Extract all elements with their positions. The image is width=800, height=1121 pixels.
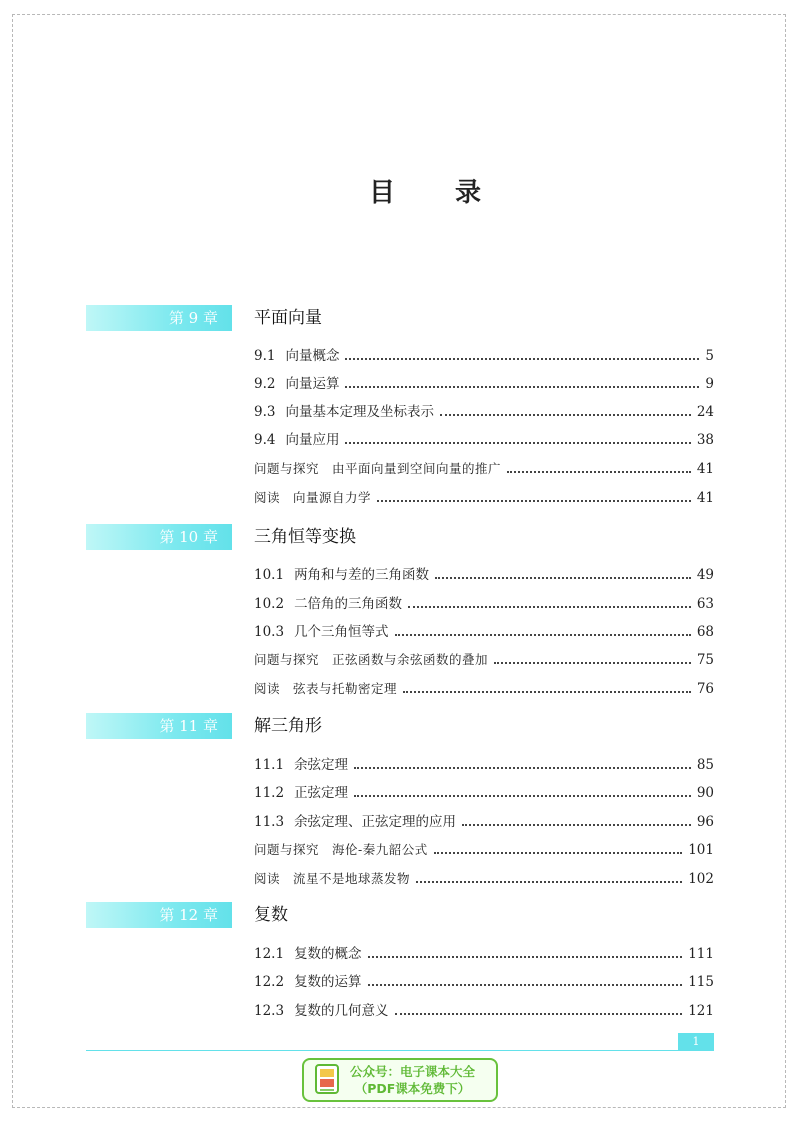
entry-text: 问题与探究 海伦-秦九韶公式 xyxy=(254,842,428,857)
leader-dots xyxy=(395,634,691,636)
toc-entry[interactable] xyxy=(254,753,714,773)
entry-text: 复数的几何意义 xyxy=(294,1003,389,1019)
entry-text: 阅读 向量源自力学 xyxy=(254,490,372,505)
leader-dots xyxy=(434,852,682,854)
entry-number: 9.1 xyxy=(254,348,276,364)
leader-dots xyxy=(377,500,691,502)
chapter-badge: 第 9 章 xyxy=(86,305,232,331)
leader-dots xyxy=(462,824,691,826)
toc-entry[interactable] xyxy=(254,648,714,668)
entry-text: 阅读 流星不是地球蒸发物 xyxy=(254,871,411,886)
entry-page: 75 xyxy=(696,652,714,668)
toc-entry[interactable] xyxy=(254,781,714,801)
toc-entry[interactable] xyxy=(254,563,714,583)
entry-number: 11.1 xyxy=(254,757,285,773)
entry-page: 38 xyxy=(696,432,714,448)
leader-dots xyxy=(507,471,691,473)
entry-number: 10.2 xyxy=(254,596,285,612)
leader-dots xyxy=(368,956,683,958)
entry-page: 96 xyxy=(696,814,714,830)
toc-entry[interactable] xyxy=(254,942,714,962)
leader-dots xyxy=(494,662,691,664)
toc-entry[interactable] xyxy=(254,999,714,1019)
entry-text: 二倍角的三角函数 xyxy=(294,596,403,612)
chapter-badge: 第 10 章 xyxy=(86,524,232,550)
page-title: 目录 xyxy=(368,178,541,208)
entry-page: 63 xyxy=(696,596,714,612)
toc-entry[interactable] xyxy=(254,372,714,392)
leader-dots xyxy=(354,767,691,769)
entry-text: 正弦定理 xyxy=(294,785,349,801)
toc-entry[interactable] xyxy=(254,867,714,887)
leader-dots xyxy=(416,881,682,883)
entry-text: 复数的概念 xyxy=(294,946,362,962)
entry-text: 余弦定理、正弦定理的应用 xyxy=(294,814,457,830)
chapter-title: 复数 xyxy=(254,905,288,925)
watermark-text xyxy=(350,1063,475,1097)
entry-page: 101 xyxy=(688,842,714,858)
chapter-title: 三角恒等变换 xyxy=(254,527,356,547)
toc-entry[interactable] xyxy=(254,592,714,612)
toc-entry[interactable] xyxy=(254,970,714,990)
entry-page: 9 xyxy=(705,376,714,392)
leader-dots xyxy=(345,358,699,360)
leader-dots xyxy=(354,795,691,797)
entry-text: 几个三角恒等式 xyxy=(294,624,389,640)
entry-page: 24 xyxy=(696,404,714,420)
entry-page: 115 xyxy=(688,974,714,990)
chapter-title: 平面向量 xyxy=(254,308,322,328)
book-icon xyxy=(312,1063,342,1097)
entry-page: 102 xyxy=(688,871,714,887)
footer-rule xyxy=(86,1050,678,1051)
entry-text: 问题与探究 由平面向量到空间向量的推广 xyxy=(254,461,502,476)
entry-text: 复数的运算 xyxy=(294,974,362,990)
entry-page: 41 xyxy=(696,461,714,477)
toc-entry[interactable] xyxy=(254,486,714,506)
entry-text: 向量概念 xyxy=(285,348,340,364)
entry-number: 9.3 xyxy=(254,404,276,420)
entry-text: 向量应用 xyxy=(285,432,340,448)
leader-dots xyxy=(395,1013,683,1015)
entry-page: 76 xyxy=(696,681,714,697)
entry-number: 10.3 xyxy=(254,624,285,640)
entry-text: 问题与探究 正弦函数与余弦函数的叠加 xyxy=(254,652,489,667)
toc-entry[interactable] xyxy=(254,344,714,364)
entry-number: 10.1 xyxy=(254,567,285,583)
entry-page: 41 xyxy=(696,490,714,506)
entry-text: 向量运算 xyxy=(285,376,340,392)
leader-dots xyxy=(368,984,683,986)
entry-text: 余弦定理 xyxy=(294,757,349,773)
entry-number: 12.3 xyxy=(254,1003,285,1019)
toc-entry[interactable] xyxy=(254,457,714,477)
leader-dots xyxy=(403,691,691,693)
entry-text: 两角和与差的三角函数 xyxy=(294,567,430,583)
watermark-line-1: 公众号：电子课本大全 xyxy=(350,1064,476,1079)
entry-number: 11.2 xyxy=(254,785,285,801)
entry-page: 121 xyxy=(688,1003,714,1019)
leader-dots xyxy=(408,606,691,608)
leader-dots xyxy=(435,577,691,579)
entry-text: 阅读 弦表与托勒密定理 xyxy=(254,681,398,696)
chapter-title: 解三角形 xyxy=(254,716,322,736)
chapter-badge: 第 12 章 xyxy=(86,902,232,928)
entry-page: 90 xyxy=(696,785,714,801)
watermark-line-2: （PDF课本免费下） xyxy=(354,1081,471,1096)
entry-text: 向量基本定理及坐标表示 xyxy=(285,404,434,420)
entry-page: 49 xyxy=(696,567,714,583)
toc-entry[interactable] xyxy=(254,620,714,640)
toc-entry[interactable] xyxy=(254,428,714,448)
entry-number: 9.4 xyxy=(254,432,276,448)
page-number: 1 xyxy=(678,1033,714,1051)
watermark-banner[interactable] xyxy=(302,1058,498,1102)
leader-dots xyxy=(345,386,699,388)
entry-page: 111 xyxy=(688,946,714,962)
entry-page: 68 xyxy=(696,624,714,640)
entry-number: 12.1 xyxy=(254,946,285,962)
entry-page: 85 xyxy=(696,757,714,773)
toc-entry[interactable] xyxy=(254,838,714,858)
toc-entry[interactable] xyxy=(254,810,714,830)
toc-entry[interactable] xyxy=(254,677,714,697)
entry-number: 12.2 xyxy=(254,974,285,990)
leader-dots xyxy=(345,442,690,444)
toc-entry[interactable] xyxy=(254,400,714,420)
entry-page: 5 xyxy=(705,348,714,364)
entry-number: 9.2 xyxy=(254,376,276,392)
chapter-badge: 第 11 章 xyxy=(86,713,232,739)
entry-number: 11.3 xyxy=(254,814,285,830)
leader-dots xyxy=(440,414,691,416)
